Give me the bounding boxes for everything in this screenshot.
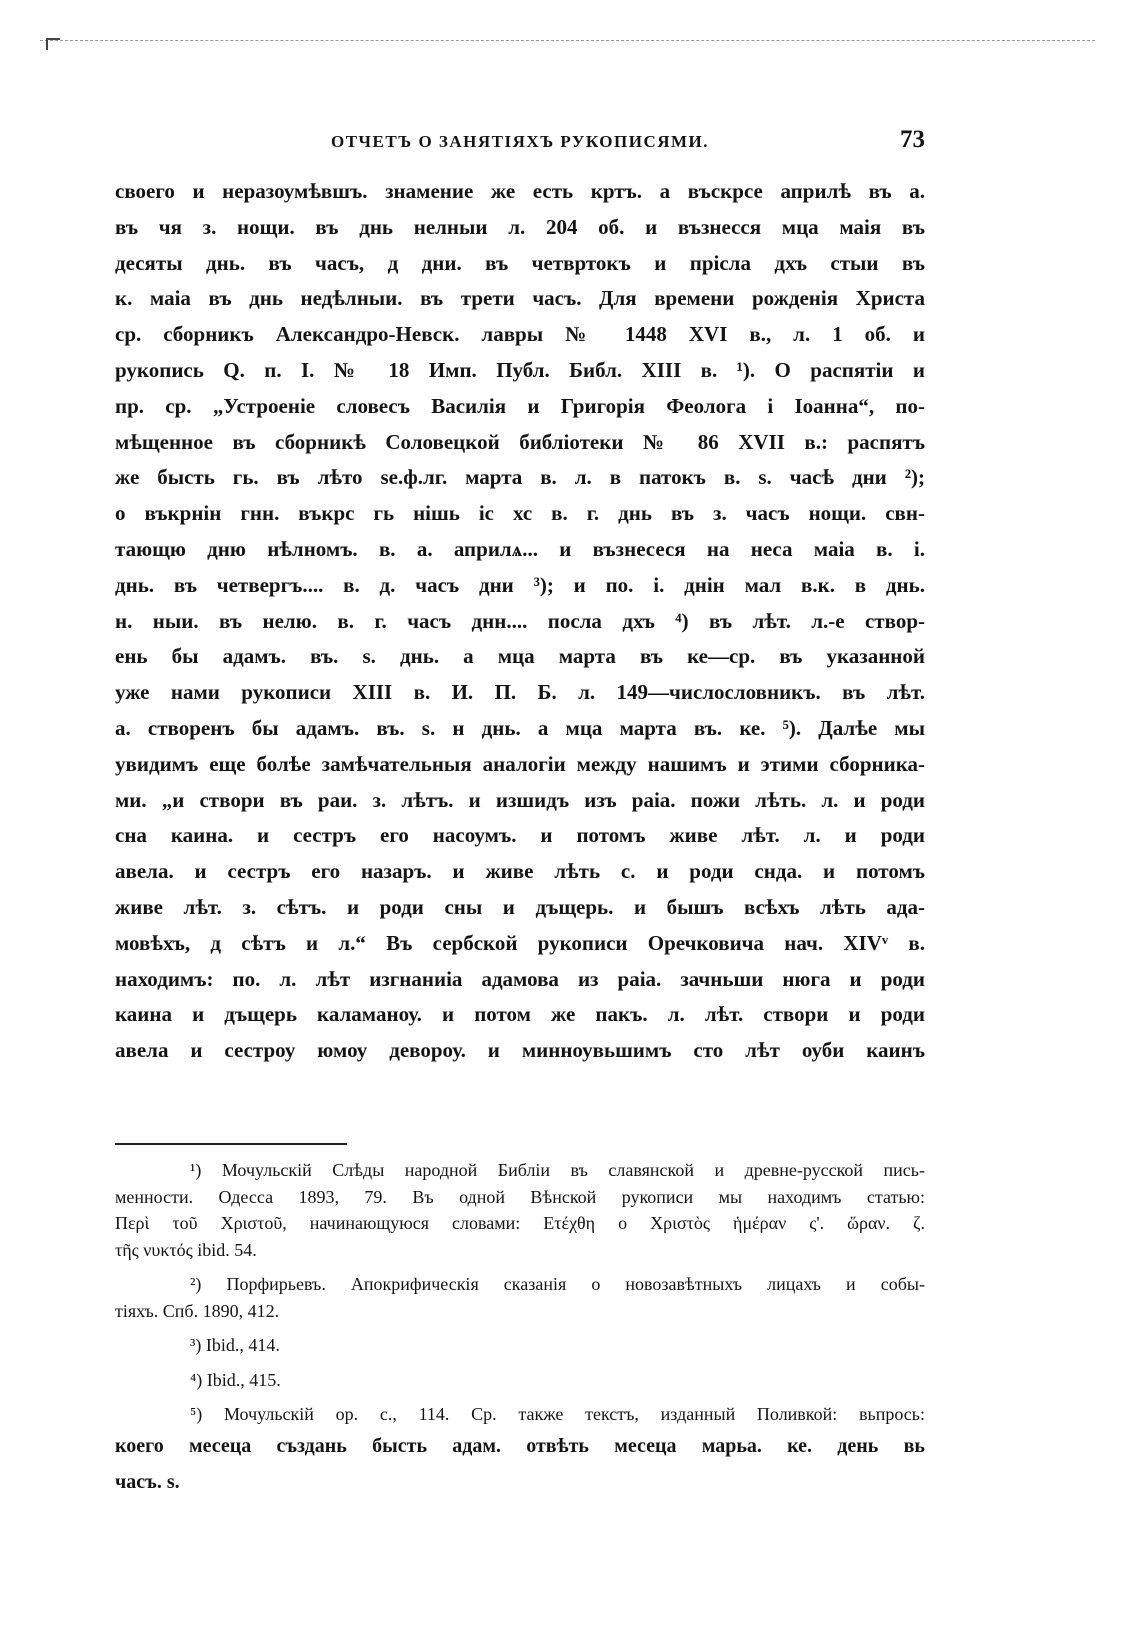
text-line: сна каина. и сестръ его насоумъ. и потомъ живе лѣт. л. и роди: [115, 823, 925, 848]
footnote-1-line: менности. Одесса 1893, 79. Въ одной Вѣнской рукописи мы находимъ статью:: [115, 1186, 925, 1207]
text-line: каина и дъщерь каламаноу. и потом же пакъ. л. лѣт. створи и роди: [115, 1002, 925, 1027]
crop-mark: [46, 38, 60, 50]
footnote-5-line: коего месеца създань бысть адам. отвѣть месеца марьа. ке. день вь: [115, 1434, 925, 1457]
footnote-4: ⁴) Ibid., 415.: [190, 1369, 281, 1390]
text-line: рукопись Q. п. I. № 18 Имп. Публ. Библ. XIII в. ¹). О распятіи и: [115, 357, 925, 382]
footnote-gap: [115, 1263, 925, 1271]
text-line: к. маіа въ днь недѣлныи. въ трети часъ. Для времени рожденія Христа: [115, 286, 925, 311]
footnote-separator: [115, 1143, 347, 1145]
top-edge-rule: [40, 40, 1095, 42]
text-line: н. ныи. въ нелю. в. г. часъ днн.... посла дхъ ⁴) въ лѣт. л.-е створ-: [115, 608, 925, 633]
text-line: ень бы адамъ. въ. ѕ. днь. а мца марта въ ке—ср. въ указанной: [115, 644, 925, 669]
footnote-2-line: тіяхъ. Спб. 1890, 412.: [115, 1300, 280, 1321]
text-line: же бысть гь. въ лѣто ѕе.ф.лг. марта в. л. в патокъ в. ѕ. часѣ дни ²);: [115, 465, 925, 490]
text-line: ср. сборникъ Александро-Невск. лавры № 1448 XVI в., л. 1 об. и: [115, 322, 925, 347]
text-line: ми. „и створи въ раи. з. лѣтъ. и изшидъ изъ раіа. пожи лѣть. л. и роди: [115, 787, 925, 812]
text-line: въ чя з. нощи. въ днь нелныи л. 204 об. и възнесся мца маія въ: [115, 214, 925, 239]
footnote-5-line: часъ. ѕ.: [115, 1470, 180, 1493]
footnote-gap: [115, 1324, 925, 1332]
footnote-2-line: ²) Порфирьевъ. Апокрифическія сказанія о новозавѣтныхъ лицахъ и собы-: [190, 1274, 925, 1294]
running-title: ОТЧЕТЪ О ЗАНЯТІЯХЪ РУКОПИСЯМИ.: [330, 132, 710, 151]
text-line: пр. ср. „Устроеніе словесъ Василія и Григорія Феолога і Іоанна“, по-: [115, 393, 925, 418]
footnote-1-line: τῆς νυκτός ibid. 54.: [115, 1239, 257, 1260]
running-head: [115, 126, 925, 160]
text-line: уже нами рукописи XIII в. И. П. Б. л. 149—числословникъ. въ лѣт.: [115, 680, 925, 705]
body-text: [115, 174, 925, 1069]
text-line: находимъ: по. л. лѣт изгнаниіа адамова из раіа. зачньши нюга и роди: [115, 966, 925, 991]
footnote-5-line: ⁵) Мочульскій ор. с., 114. Ср. также текстъ, изданный Поливкой: вьпрось:: [190, 1404, 925, 1424]
footnote-gap: [115, 1359, 925, 1367]
text-line: своего и неразоумѣвшъ. знамение же есть кртъ. а въскрсе априлѣ въ а.: [115, 179, 925, 203]
text-line: живе лѣт. з. сѣтъ. и роди сны и дъщерь. и бышъ всѣхъ лѣть ада-: [115, 894, 925, 919]
footnote-1-line: ¹) Мочульскій Слѣды народной Библіи въ славянской и древне-русской пись-: [190, 1160, 925, 1180]
text-line: днь. въ четвергъ.... в. д. часъ дни ³); и по. і. днін мал в.к. в днь.: [115, 572, 925, 597]
text-line: авела и сестроу юмоу девороу. и минноувьшимъ сто лѣт оуби каинъ: [115, 1038, 925, 1063]
footnote-gap: [115, 1393, 925, 1401]
footnote-3: ³) Ibid., 414.: [190, 1335, 280, 1355]
footnote-1-line: Περὶ τοῦ Χριστοῦ, начинающуюся словами: Ετέχθη ο Χριστὸς ἡμέραν ς'. ὥραν. ζ.: [115, 1213, 925, 1233]
text-line: мовѣхъ, д сѣтъ и л.“ Въ сербской рукописи Оречковича нач. XIVᵛ в.: [115, 930, 925, 955]
text-line: авела. и сестръ его назаръ. и живе лѣть с. и роди снда. и потомъ: [115, 859, 925, 884]
text-line: увидимъ еще болѣе замѣчательныя аналогіи между нашимъ и этими сборника-: [115, 751, 925, 776]
footnotes: [115, 1157, 925, 1500]
text-line: а. створенъ бы адамъ. въ. ѕ. н днь. а мца марта въ. ке. ⁵). Далѣе мы: [115, 715, 925, 740]
text-line: десяты днь. въ часъ, д дни. въ четвртокъ и прісла дхъ стыи въ: [115, 250, 925, 275]
text-line: тающю дню нѣлномъ. в. а. априлѧ... и възнесеся на неса маіа в. і.: [115, 536, 925, 561]
text-line: мѣщенное въ сборникѣ Соловецкой библіотеки № 86 XVII в.: распятъ: [115, 429, 925, 454]
text-line: о въкрнін гнн. въкрс гь нішь іс хс в. г. днь въ з. часъ нощи. свн-: [115, 501, 925, 526]
page-number: 73: [900, 126, 925, 153]
